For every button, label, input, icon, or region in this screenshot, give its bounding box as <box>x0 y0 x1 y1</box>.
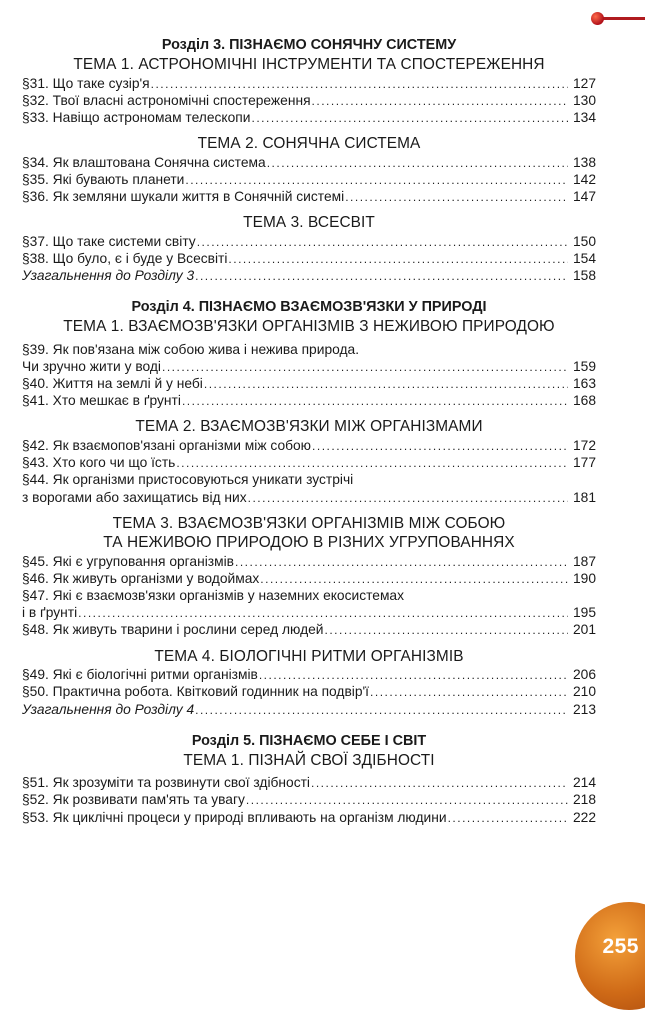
entry-text: Чи зручно жити у воді <box>22 358 161 374</box>
entry-page: 159 <box>572 358 596 374</box>
entry-page: 138 <box>572 154 596 170</box>
entry-text: §38. Що було, є і буде у Всесвіті <box>22 250 228 266</box>
dot-leader <box>370 684 568 700</box>
entry-text: Узагальнення до Розділу 3 <box>22 268 195 283</box>
section-5 <box>22 732 596 826</box>
entry-page: 172 <box>572 437 596 453</box>
entry-text: §31. Що таке сузір'я <box>22 75 150 91</box>
toc-entry[interactable] <box>22 666 596 683</box>
toc-entry[interactable] <box>22 791 596 808</box>
topic-title: ТЕМА 1. ПІЗНАЙ СВОЇ ЗДІБНОСТІ <box>183 751 435 769</box>
entry-text-line1: §47. Які є взаємозв'язки організмів у наземних екосистемах <box>22 588 405 604</box>
entry-text: §53. Як циклічні процеси у природі впливають на організм людини <box>22 809 447 825</box>
dot-leader <box>182 393 568 409</box>
entry-page: 147 <box>572 188 596 204</box>
table-of-contents <box>22 36 596 826</box>
dot-leader <box>185 172 568 188</box>
entry-text: §36. Як земляни шукали життя в Сонячній системі <box>22 188 345 204</box>
toc-entry[interactable] <box>22 250 596 267</box>
toc-entry[interactable] <box>22 233 596 250</box>
toc-entry[interactable] <box>22 454 596 471</box>
entry-text: §34. Як влаштована Сонячна система <box>22 154 266 170</box>
dot-leader <box>195 702 568 718</box>
toc-entry[interactable] <box>22 341 596 375</box>
dot-leader <box>162 359 568 375</box>
toc-entry[interactable] <box>22 92 596 109</box>
entry-text: §42. Як взаємопов'язані організми між собою <box>22 437 312 453</box>
entry-text-line1: §44. Як організми пристосовуються уникати зустрічі <box>22 472 354 488</box>
dot-leader <box>345 189 568 205</box>
dot-leader <box>311 775 568 791</box>
section-title: Розділ 5. ПІЗНАЄМО СЕБЕ І СВІТ <box>191 732 427 749</box>
toc-entry[interactable] <box>22 392 596 409</box>
topic-title-line1: ТЕМА 3. ВЗАЄМОЗВ'ЯЗКИ ОРГАНІЗМІВ МІЖ СОБОЮ <box>112 514 506 532</box>
entry-page: 142 <box>572 171 596 187</box>
entry-text: §41. Хто мешкає в ґрунті <box>22 393 181 409</box>
entry-text: §32. Твої власні астрономічні спостереження <box>22 92 311 108</box>
entry-page: 163 <box>572 376 596 392</box>
topic-title: ТЕМА 2. СОНЯЧНА СИСТЕМА <box>197 135 421 153</box>
page-number: 255 <box>602 935 639 958</box>
entry-page: 154 <box>572 250 596 266</box>
toc-entry[interactable] <box>22 809 596 826</box>
dot-leader <box>267 155 568 171</box>
toc-entry-summary[interactable] <box>22 701 596 718</box>
topic-title-line2: ТА НЕЖИВОЮ ПРИРОДОЮ В РІЗНИХ УГРУПОВАННЯХ <box>103 534 515 552</box>
toc-entry[interactable] <box>22 774 596 791</box>
entry-page: 158 <box>572 268 596 283</box>
entry-page: 201 <box>572 622 596 638</box>
entry-page: 210 <box>572 684 596 700</box>
entry-page: 218 <box>572 792 596 808</box>
entry-text: і в ґрунті <box>22 605 78 621</box>
entry-page: 130 <box>572 92 596 108</box>
entry-text: §52. Як розвивати пам'ять та увагу <box>22 792 245 808</box>
dot-leader <box>259 667 568 683</box>
entry-text: §40. Життя на землі й у небі <box>22 376 203 392</box>
entry-page: 222 <box>572 809 596 825</box>
toc-entry[interactable] <box>22 375 596 392</box>
dot-leader <box>78 605 568 621</box>
dot-leader <box>235 554 568 570</box>
entry-text-line1: §39. Як пов'язана між собою жива і нежива природа. <box>22 341 360 357</box>
section-4 <box>22 298 596 718</box>
toc-entry[interactable] <box>22 154 596 171</box>
toc-entry[interactable] <box>22 683 596 700</box>
toc-entry[interactable] <box>22 171 596 188</box>
dot-leader <box>195 268 568 284</box>
header-accent-line <box>601 17 645 20</box>
entry-text: Узагальнення до Розділу 4 <box>22 701 195 717</box>
entry-text: §43. Хто кого чи що їсть <box>22 455 176 471</box>
topic-title: ТЕМА 4. БІОЛОГІЧНІ РИТМИ ОРГАНІЗМІВ <box>154 647 464 665</box>
topic-title: ТЕМА 3. ВСЕСВІТ <box>243 214 375 232</box>
toc-entry[interactable] <box>22 75 596 92</box>
entry-text: §37. Що таке системи світу <box>22 233 196 249</box>
toc-entry[interactable] <box>22 570 596 587</box>
dot-leader <box>176 455 568 471</box>
entry-text: §48. Як живуть тварини і рослини серед людей <box>22 622 324 638</box>
entry-page: 168 <box>572 393 596 409</box>
entry-text: §49. Які є біологічні ритми організмів <box>22 667 258 683</box>
toc-entry[interactable] <box>22 587 596 621</box>
entry-page: 177 <box>572 455 596 471</box>
dot-leader <box>260 571 568 587</box>
toc-entry[interactable] <box>22 437 596 454</box>
entry-page: 134 <box>572 109 596 125</box>
entry-page: 127 <box>572 75 596 91</box>
section-title: Розділ 3. ПІЗНАЄМО СОНЯЧНУ СИСТЕМУ <box>161 37 457 53</box>
entry-text: §51. Як зрозуміти та розвинути свої здібності <box>22 775 310 791</box>
dot-leader <box>204 376 568 392</box>
toc-entry[interactable] <box>22 553 596 570</box>
section-3 <box>22 36 596 284</box>
header-accent-dot <box>591 12 604 25</box>
toc-entry[interactable] <box>22 188 596 205</box>
entry-page: 195 <box>572 605 596 621</box>
dot-leader <box>197 234 568 250</box>
entry-text: §50. Практична робота. Квітковий годинник на подвір'ї <box>22 684 370 700</box>
entry-page: 181 <box>572 489 596 505</box>
dot-leader <box>248 490 568 506</box>
dot-leader <box>448 810 568 826</box>
dot-leader <box>151 76 568 92</box>
toc-entry-summary[interactable] <box>22 267 596 284</box>
dot-leader <box>312 438 568 454</box>
toc-entry[interactable] <box>22 109 596 126</box>
dot-leader <box>325 622 568 638</box>
topic-title: ТЕМА 2. ВЗАЄМОЗВ'ЯЗКИ МІЖ ОРГАНІЗМАМИ <box>135 418 483 436</box>
topic-title: ТЕМА 1. АСТРОНОМІЧНІ ІНСТРУМЕНТИ ТА СПОСТЕРЕЖЕННЯ <box>73 56 545 73</box>
entry-page: 206 <box>572 667 596 683</box>
entry-page: 187 <box>572 553 596 569</box>
entry-page: 150 <box>572 233 596 249</box>
entry-page: 213 <box>572 701 596 717</box>
dot-leader <box>251 110 567 126</box>
dot-leader <box>246 792 568 808</box>
entry-text: §46. Як живуть організми у водоймах <box>22 570 260 586</box>
entry-text: з ворогами або захищатись від них <box>22 489 247 505</box>
dot-leader <box>228 251 568 267</box>
toc-entry[interactable] <box>22 471 596 505</box>
entry-page: 190 <box>572 570 596 586</box>
toc-entry[interactable] <box>22 621 596 638</box>
entry-text: §45. Які є угруповання організмів <box>22 553 234 569</box>
dot-leader <box>312 93 568 109</box>
entry-text: §35. Які бувають планети <box>22 171 185 187</box>
topic-title: ТЕМА 1. ВЗАЄМОЗВ'ЯЗКИ ОРГАНІЗМІВ З НЕЖИВОЮ ПРИРОДОЮ <box>63 318 555 336</box>
entry-text: §33. Навіщо астрономам телескопи <box>22 109 251 125</box>
section-title: Розділ 4. ПІЗНАЄМО ВЗАЄМОЗВ'ЯЗКИ У ПРИРОДІ <box>131 299 487 316</box>
entry-page: 214 <box>572 775 596 791</box>
